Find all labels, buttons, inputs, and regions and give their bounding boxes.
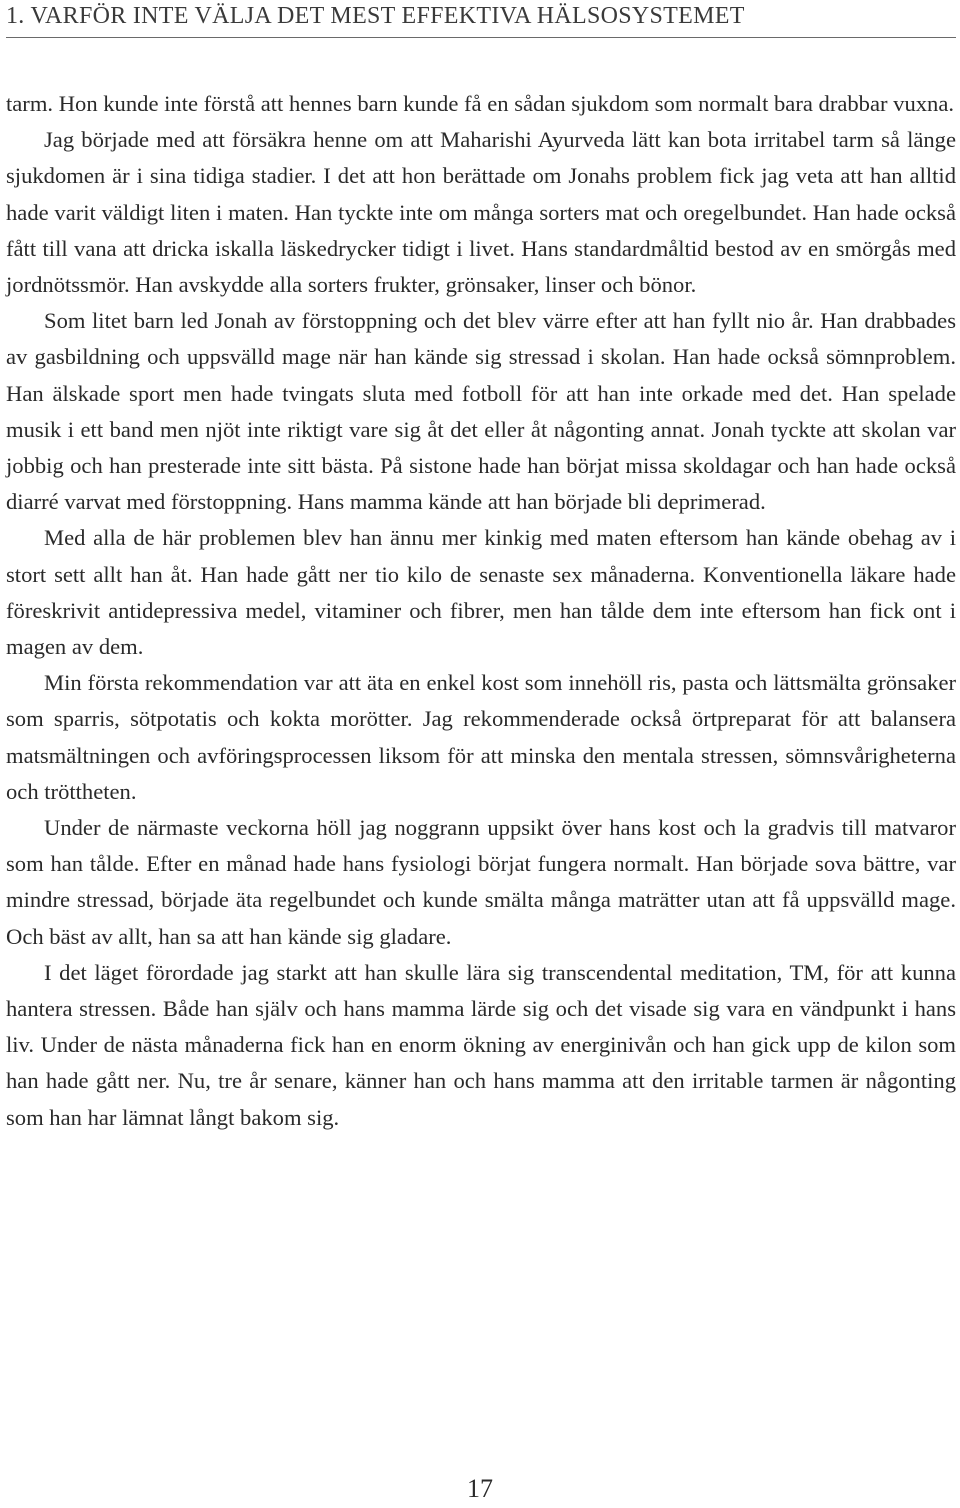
paragraph: Som litet barn led Jonah av förstoppning och det blev värre efter att han fyllt nio år. Han drabbades av gasbildning och uppsvälld mage när han kände sig stressad i skolan. Han hade också sömnproblem. Han älskade sport men hade tvingats sluta med fotboll för att han inte orkade med det. Han spelade musik i ett band men njöt inte riktigt vare sig åt det eller åt någonting annat. Jonah tyckte att skolan var jobbig och han presterade inte sitt bästa. På sistone hade han börjat missa skoldagar och han hade också diarré varvat med förstoppning. Hans mamma kände att han började bli deprimerad. xyxy=(6,308,956,515)
paragraph: Med alla de här problemen blev han ännu mer kinkig med maten eftersom han kände obehag av i stort sett allt han åt. Han hade gått ner tio kilo de senaste sex månaderna. Konventionella läkare hade föreskrivit antidepressiva medel, vitaminer och fibrer, men han tålde dem inte eftersom han fick ont i magen av dem. xyxy=(6,525,956,660)
paragraph: I det läget förordade jag starkt att han skulle lära sig transcendental meditation, TM, för att kunna hantera stressen. Både han själv och hans mamma lärde sig och det visade sig vara en vändpunkt i hans liv. Under de nästa månaderna fick han en enorm ökning av energinivån och han gick upp de kilon som han hade gått ner. Nu, tre år senare, känner han och hans mamma att den irritable tarmen är någonting som han har lämnat långt bakom sig. xyxy=(6,959,956,1130)
paragraph: tarm. Hon kunde inte förstå att hennes barn kunde få en sådan sjukdom som normalt bara drabbar vuxna. xyxy=(6,91,955,116)
header-rule xyxy=(6,37,956,38)
page-number: 17 xyxy=(467,1474,493,1503)
paragraph: Under de närmaste veckorna höll jag noggrann uppsikt över hans kost och la gradvis till matvaror som han tålde. Efter en månad hade hans fysiologi börjat fungera normalt. Han började sova bättre, var mindre stressad, började äta regelbundet och kunde smälta många maträtter utan att få uppsvälld mage. Och bäst av allt, han sa att han kände sig gladare. xyxy=(6,815,956,949)
paragraph: Jag började med att försäkra henne om att Maharishi Ayurveda lätt kan bota irritabel tarm så länge sjukdomen är i sina tidiga stadier. I det att hon berättade om Jonahs problem fick jag veta att han alltid hade varit väldigt liten i maten. Han tyckte inte om många sorters mat och oregelbundet. Han hade också fått till vana att dricka iskalla läskedrycker tidigt i livet. Hans standardmåltid bestod av en smörgås med jordnötssmör. Han avskydde alla sorters frukter, grönsaker, linser och bönor. xyxy=(6,127,956,298)
paragraph: Min första rekommendation var att äta en enkel kost som innehöll ris, pasta och lättsmälta grönsaker som sparris, sötpotatis och kokta morötter. Jag rekommenderade också örtpreparat för att balansera matsmältningen och avföringsprocessen liksom för att minska den mentala stressen, sömnsvårigheterna och tröttheten. xyxy=(6,670,956,804)
running-header: 1. VARFÖR INTE VÄLJA DET MEST EFFEKTIVA HÄLSOSYSTEMET xyxy=(6,3,745,29)
body-text xyxy=(6,86,956,1136)
